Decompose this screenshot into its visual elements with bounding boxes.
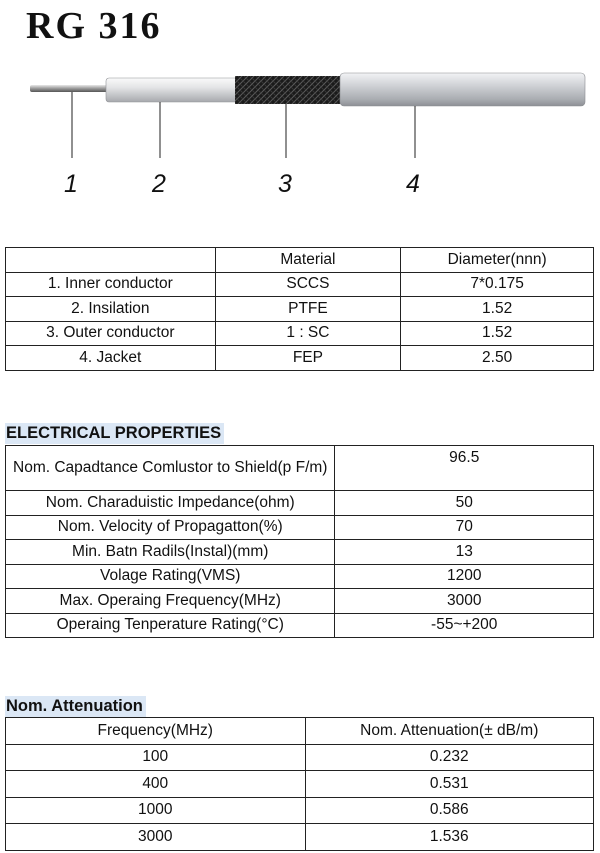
frequency-cell: 1000 bbox=[6, 797, 306, 824]
value-cell: -55~+200 bbox=[335, 613, 594, 638]
column-header bbox=[6, 248, 216, 273]
attenuation-cell: 0.531 bbox=[305, 771, 593, 798]
diameter-cell: 1.52 bbox=[401, 297, 594, 322]
frequency-cell: 3000 bbox=[6, 824, 306, 851]
material-cell: PTFE bbox=[215, 297, 401, 322]
attenuation-cell: 0.232 bbox=[305, 744, 593, 771]
cable-cross-section-illustration bbox=[0, 60, 600, 120]
inner-conductor-shape bbox=[30, 85, 110, 92]
table-row bbox=[6, 824, 594, 851]
diameter-cell: 2.50 bbox=[401, 346, 594, 371]
table-row bbox=[6, 744, 594, 771]
property-cell: Nom. Capadtance Comlustor to Shield(p F/m) bbox=[6, 446, 335, 491]
table-row bbox=[6, 297, 594, 322]
value-cell: 3000 bbox=[335, 589, 594, 614]
material-cell: 1 : SC bbox=[215, 321, 401, 346]
attenuation-table bbox=[5, 717, 594, 851]
material-cell: SCCS bbox=[215, 272, 401, 297]
column-header: Nom. Attenuation(± dB/m) bbox=[305, 718, 593, 745]
table-header-row bbox=[6, 718, 594, 745]
callout-number-4: 4 bbox=[406, 170, 420, 198]
property-cell: Volage Rating(VMS) bbox=[6, 564, 335, 589]
construction-table bbox=[5, 247, 594, 371]
table-row bbox=[6, 771, 594, 798]
component-cell: 4. Jacket bbox=[6, 346, 216, 371]
attenuation-heading: Nom. Attenuation bbox=[5, 696, 146, 717]
column-header: Diameter(nnn) bbox=[401, 248, 594, 273]
property-cell: Nom. Velocity of Propagatton(%) bbox=[6, 515, 335, 540]
outer-braid-shape bbox=[235, 76, 345, 104]
material-cell: FEP bbox=[215, 346, 401, 371]
diameter-cell: 7*0.175 bbox=[401, 272, 594, 297]
table-row bbox=[6, 515, 594, 540]
attenuation-cell: 0.586 bbox=[305, 797, 593, 824]
table-row bbox=[6, 346, 594, 371]
callout-number-1: 1 bbox=[64, 170, 78, 198]
property-cell: Operaing Tenperature Rating(°C) bbox=[6, 613, 335, 638]
component-cell: 1. Inner conductor bbox=[6, 272, 216, 297]
value-cell: 50 bbox=[335, 491, 594, 516]
column-header: Material bbox=[215, 248, 401, 273]
value-cell: 13 bbox=[335, 540, 594, 565]
table-row bbox=[6, 446, 594, 491]
table-row bbox=[6, 321, 594, 346]
property-cell: Nom. Charaduistic Impedance(ohm) bbox=[6, 491, 335, 516]
product-title: RG 316 bbox=[26, 5, 162, 47]
property-cell: Max. Operaing Frequency(MHz) bbox=[6, 589, 335, 614]
table-row bbox=[6, 491, 594, 516]
electrical-properties-table bbox=[5, 445, 594, 638]
component-cell: 3. Outer conductor bbox=[6, 321, 216, 346]
attenuation-cell: 1.536 bbox=[305, 824, 593, 851]
diameter-cell: 1.52 bbox=[401, 321, 594, 346]
table-row bbox=[6, 797, 594, 824]
table-row bbox=[6, 540, 594, 565]
electrical-properties-heading: ELECTRICAL PROPERTIES bbox=[5, 423, 224, 444]
value-cell: 70 bbox=[335, 515, 594, 540]
frequency-cell: 400 bbox=[6, 771, 306, 798]
callout-leader-lines bbox=[0, 120, 600, 160]
table-header-row bbox=[6, 248, 594, 273]
column-header: Frequency(MHz) bbox=[6, 718, 306, 745]
callout-number-3: 3 bbox=[278, 170, 292, 198]
dielectric-shape bbox=[106, 78, 240, 102]
value-cell: 1200 bbox=[335, 564, 594, 589]
table-row bbox=[6, 272, 594, 297]
value-cell: 96.5 bbox=[335, 446, 594, 491]
table-row bbox=[6, 613, 594, 638]
property-cell: Min. Batn Radils(Instal)(mm) bbox=[6, 540, 335, 565]
component-cell: 2. Insilation bbox=[6, 297, 216, 322]
table-row bbox=[6, 589, 594, 614]
table-row bbox=[6, 564, 594, 589]
callout-number-2: 2 bbox=[152, 170, 166, 198]
frequency-cell: 100 bbox=[6, 744, 306, 771]
jacket-shape bbox=[340, 73, 585, 106]
